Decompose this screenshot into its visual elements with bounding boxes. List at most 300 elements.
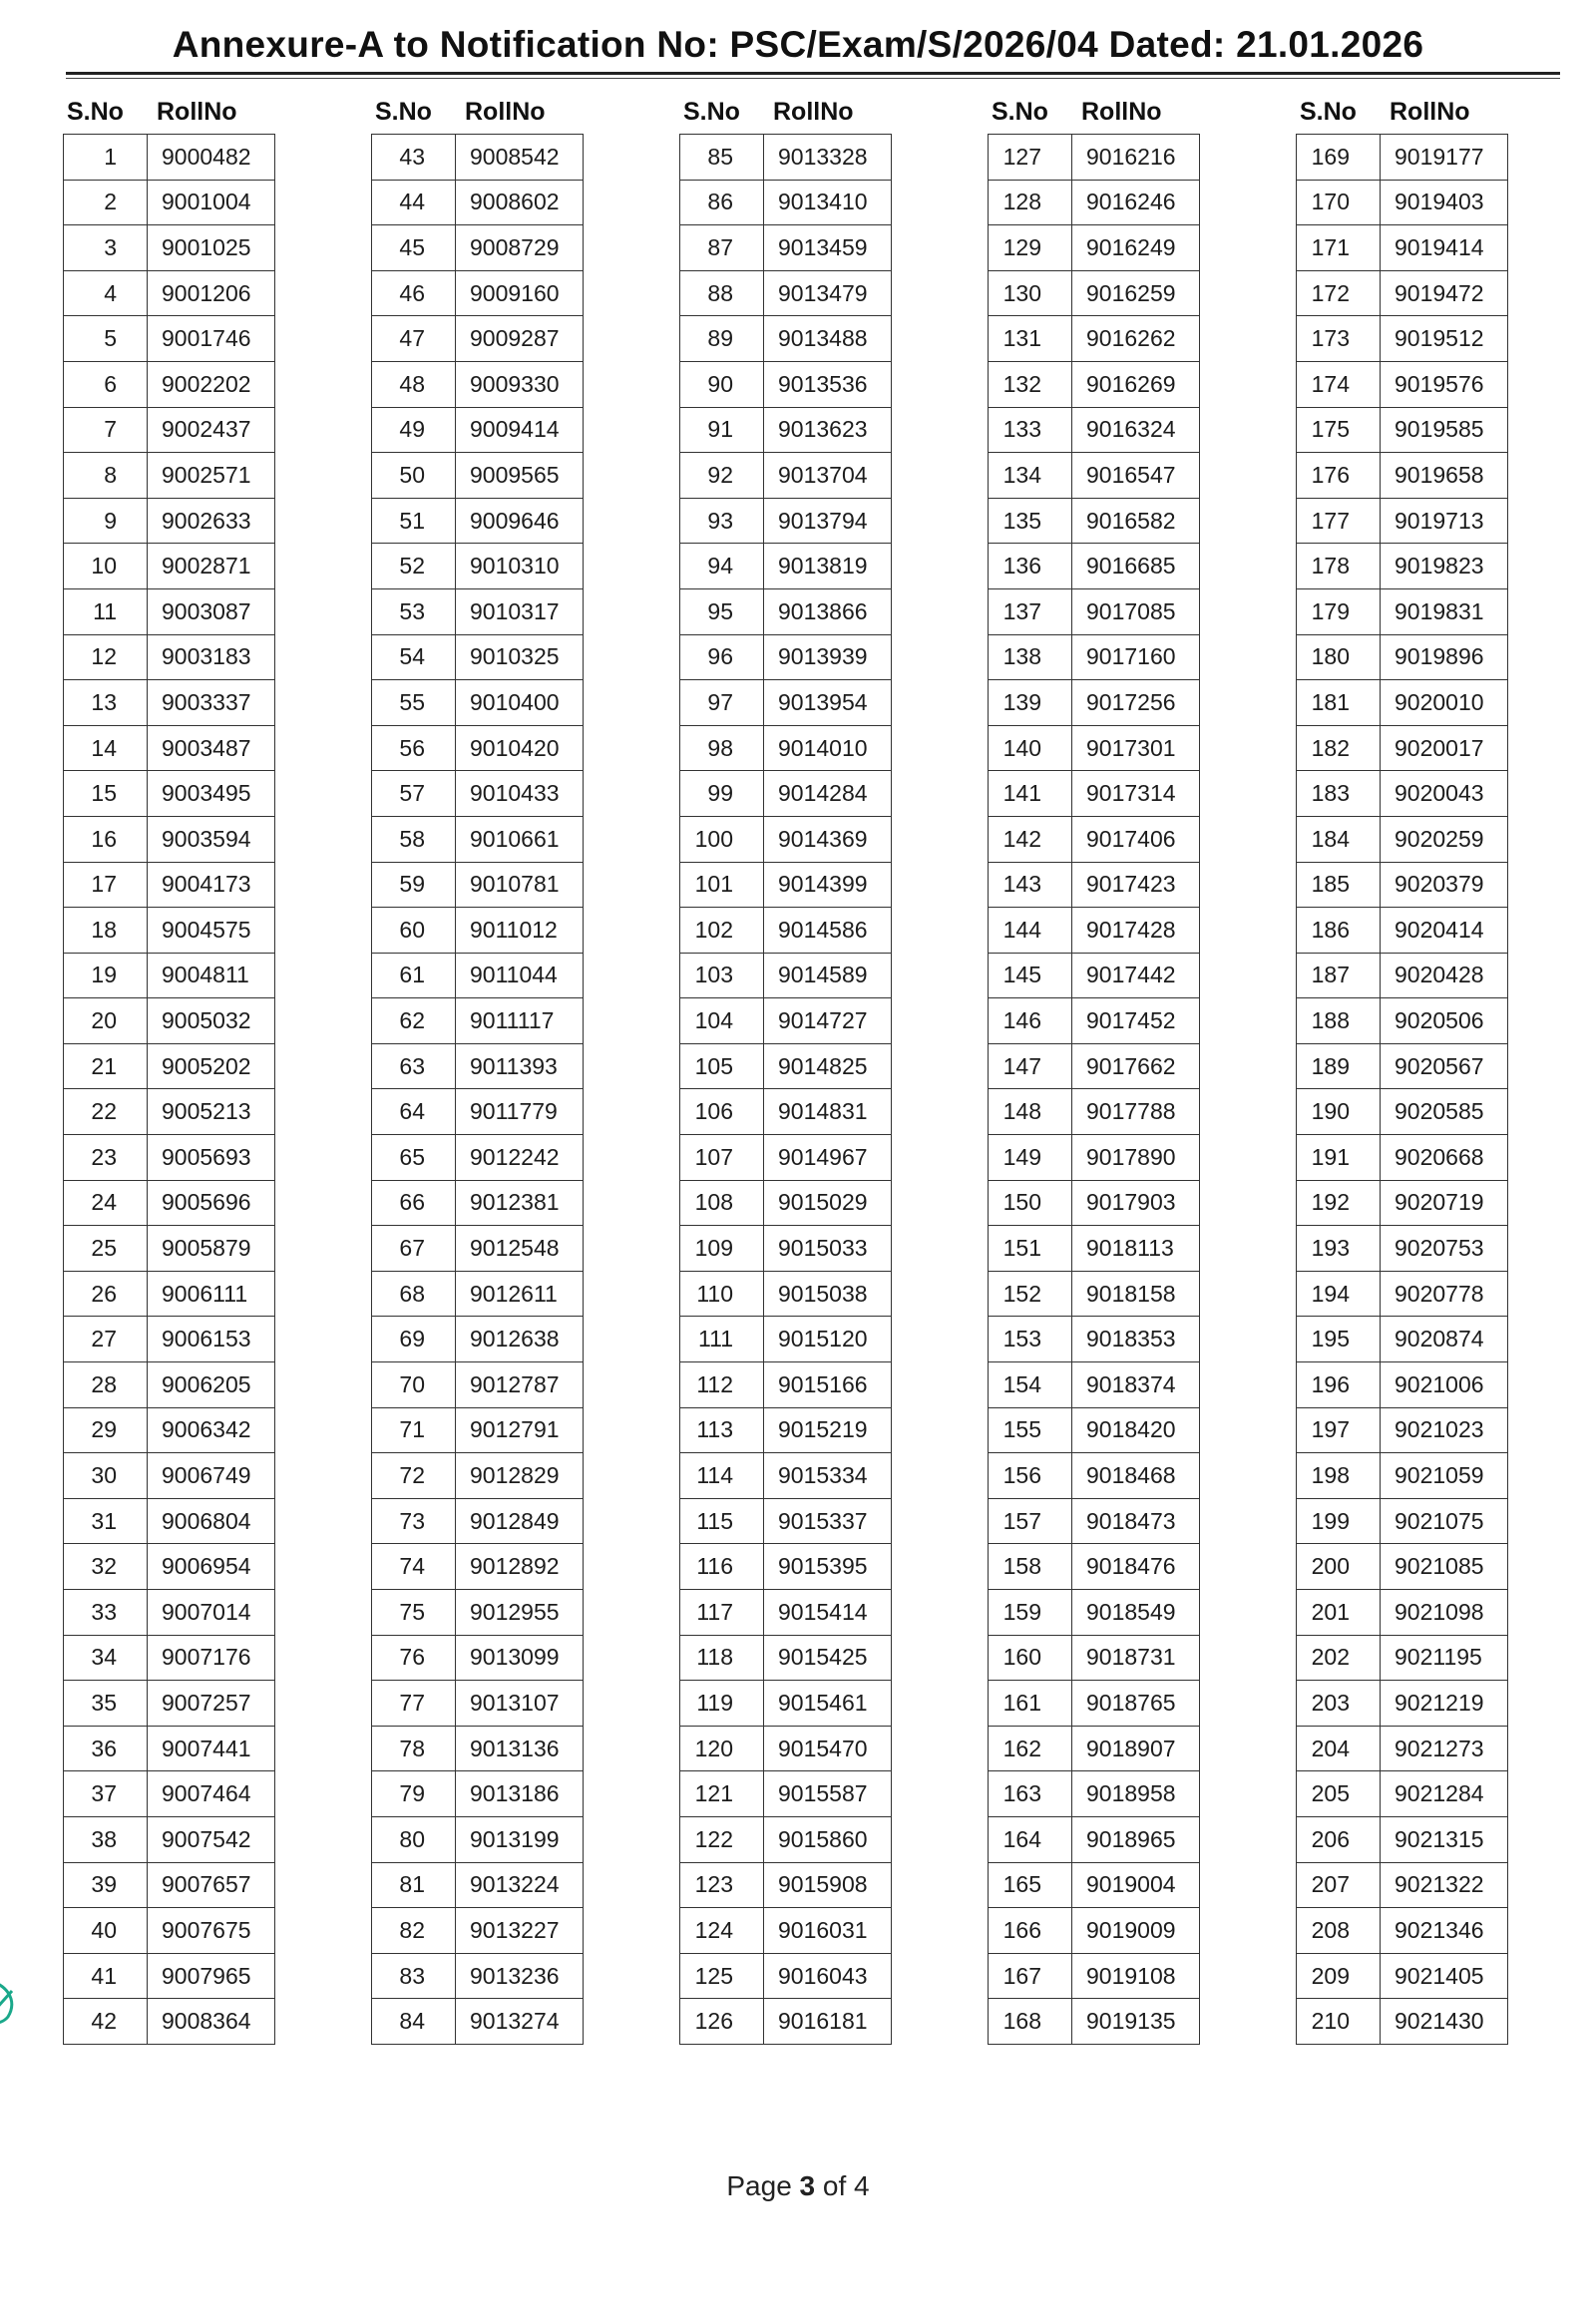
table-row <box>680 862 892 908</box>
rollno-cell: 9002437 <box>148 407 275 453</box>
sno-cell: 103 <box>680 953 764 998</box>
rollno-cell: 9019177 <box>1381 135 1508 181</box>
table-row <box>680 180 892 225</box>
table-row <box>1297 998 1508 1044</box>
table-row <box>680 953 892 998</box>
table-row <box>1297 1590 1508 1636</box>
sno-cell: 12 <box>64 634 148 680</box>
sno-cell: 76 <box>372 1635 456 1681</box>
sno-cell: 123 <box>680 1862 764 1908</box>
table-row <box>989 1999 1200 2045</box>
sno-cell: 107 <box>680 1135 764 1181</box>
rollno-cell: 9013939 <box>764 634 892 680</box>
sno-cell: 210 <box>1297 1999 1381 2045</box>
table-row <box>989 1953 1200 1999</box>
sno-cell: 141 <box>989 771 1072 817</box>
table-row <box>372 1089 584 1135</box>
rollno-cell: 9008542 <box>456 135 584 181</box>
roll-table <box>679 134 892 2045</box>
rollno-cell: 9015038 <box>764 1271 892 1317</box>
table-row <box>372 588 584 634</box>
table-row <box>989 1453 1200 1499</box>
table-row <box>1297 180 1508 225</box>
roll-table <box>371 134 584 2045</box>
sno-cell: 122 <box>680 1816 764 1862</box>
rollno-cell: 9010420 <box>456 725 584 771</box>
rollno-cell: 9001746 <box>148 316 275 362</box>
sno-cell: 62 <box>372 998 456 1044</box>
sno-cell: 19 <box>64 953 148 998</box>
sno-cell: 171 <box>1297 225 1381 271</box>
rollno-cell: 9016043 <box>764 1953 892 1999</box>
rollno-cell: 9020259 <box>1381 816 1508 862</box>
table-row <box>989 953 1200 998</box>
table-row <box>680 1317 892 1362</box>
table-row <box>680 135 892 181</box>
table-row <box>64 680 275 726</box>
table-row <box>1297 1726 1508 1771</box>
sno-cell: 205 <box>1297 1771 1381 1817</box>
table-row <box>1297 1135 1508 1181</box>
rollno-cell: 9016324 <box>1072 407 1200 453</box>
table-row <box>1297 1407 1508 1453</box>
sno-cell: 165 <box>989 1862 1072 1908</box>
rollno-cell: 9016181 <box>764 1999 892 2045</box>
sno-cell: 156 <box>989 1453 1072 1499</box>
rollno-cell: 9018468 <box>1072 1453 1200 1499</box>
sno-cell: 119 <box>680 1681 764 1727</box>
sno-cell: 43 <box>372 135 456 181</box>
rollno-cell: 9015033 <box>764 1226 892 1272</box>
table-row <box>680 908 892 954</box>
table-row <box>64 453 275 499</box>
table-row <box>64 998 275 1044</box>
sno-cell: 106 <box>680 1089 764 1135</box>
rollno-cell: 9005693 <box>148 1135 275 1181</box>
table-row <box>1297 361 1508 407</box>
table-row <box>372 1498 584 1544</box>
sno-header: S.No <box>1300 98 1357 126</box>
sno-cell: 132 <box>989 361 1072 407</box>
rollno-cell: 9018420 <box>1072 1407 1200 1453</box>
table-row <box>680 1726 892 1771</box>
rollno-cell: 9021085 <box>1381 1544 1508 1590</box>
sno-cell: 186 <box>1297 908 1381 954</box>
rollno-cell: 9012242 <box>456 1135 584 1181</box>
table-row <box>1297 1362 1508 1408</box>
sno-cell: 151 <box>989 1226 1072 1272</box>
sno-cell: 38 <box>64 1816 148 1862</box>
table-row <box>989 816 1200 862</box>
sno-cell: 1 <box>64 135 148 181</box>
sno-cell: 207 <box>1297 1862 1381 1908</box>
table-row <box>680 1498 892 1544</box>
footer-prefix: Page <box>726 2170 800 2201</box>
rollno-cell: 9021315 <box>1381 1816 1508 1862</box>
sno-cell: 196 <box>1297 1362 1381 1408</box>
rollno-cell: 9015461 <box>764 1681 892 1727</box>
roll-column-4 <box>988 96 1200 2045</box>
roll-column-5 <box>1296 96 1508 2045</box>
sno-cell: 15 <box>64 771 148 817</box>
sno-cell: 80 <box>372 1816 456 1862</box>
sno-cell: 134 <box>989 453 1072 499</box>
sno-cell: 104 <box>680 998 764 1044</box>
table-row <box>372 1816 584 1862</box>
table-row <box>64 816 275 862</box>
table-row <box>1297 1043 1508 1089</box>
rollno-cell: 9011393 <box>456 1043 584 1089</box>
rollno-cell: 9011044 <box>456 953 584 998</box>
table-row <box>680 1544 892 1590</box>
rollno-cell: 9017428 <box>1072 908 1200 954</box>
rollno-cell: 9013186 <box>456 1771 584 1817</box>
rollno-cell: 9021322 <box>1381 1862 1508 1908</box>
sno-cell: 69 <box>372 1317 456 1362</box>
sno-cell: 108 <box>680 1180 764 1226</box>
rollno-cell: 9016246 <box>1072 180 1200 225</box>
table-row <box>989 680 1200 726</box>
table-row <box>64 1953 275 1999</box>
table-row <box>1297 1544 1508 1590</box>
sno-cell: 169 <box>1297 135 1381 181</box>
rollno-cell: 9007441 <box>148 1726 275 1771</box>
table-row <box>1297 225 1508 271</box>
rollno-cell: 9021346 <box>1381 1908 1508 1954</box>
sno-cell: 101 <box>680 862 764 908</box>
table-row <box>64 1498 275 1544</box>
sno-cell: 125 <box>680 1953 764 1999</box>
rollno-cell: 9018731 <box>1072 1635 1200 1681</box>
sno-cell: 25 <box>64 1226 148 1272</box>
sno-cell: 112 <box>680 1362 764 1408</box>
sno-cell: 143 <box>989 862 1072 908</box>
table-row <box>372 1043 584 1089</box>
table-row <box>1297 862 1508 908</box>
sno-cell: 68 <box>372 1271 456 1317</box>
table-row <box>989 544 1200 589</box>
rollno-cell: 9013136 <box>456 1726 584 1771</box>
table-row <box>64 1453 275 1499</box>
sno-cell: 10 <box>64 544 148 589</box>
table-row <box>680 1816 892 1862</box>
column-header <box>1296 96 1508 132</box>
sno-cell: 181 <box>1297 680 1381 726</box>
table-row <box>64 1908 275 1954</box>
rollno-cell: 9018549 <box>1072 1590 1200 1636</box>
sno-cell: 167 <box>989 1953 1072 1999</box>
table-row <box>64 361 275 407</box>
rollno-cell: 9010325 <box>456 634 584 680</box>
table-row <box>64 544 275 589</box>
table-row <box>1297 1271 1508 1317</box>
rollno-cell: 9006804 <box>148 1498 275 1544</box>
rollno-cell: 9010781 <box>456 862 584 908</box>
roll-column-3 <box>679 96 892 2045</box>
sno-cell: 33 <box>64 1590 148 1636</box>
table-row <box>1297 588 1508 634</box>
sno-cell: 44 <box>372 180 456 225</box>
sno-cell: 201 <box>1297 1590 1381 1636</box>
rollno-cell: 9017890 <box>1072 1135 1200 1181</box>
table-row <box>989 1862 1200 1908</box>
rollno-cell: 9016582 <box>1072 498 1200 544</box>
sno-cell: 208 <box>1297 1908 1381 1954</box>
table-row <box>989 135 1200 181</box>
rollno-cell: 9013107 <box>456 1681 584 1727</box>
table-row <box>1297 407 1508 453</box>
rollno-cell: 9012829 <box>456 1453 584 1499</box>
sno-cell: 92 <box>680 453 764 499</box>
table-row <box>372 1635 584 1681</box>
table-row <box>1297 1862 1508 1908</box>
table-row <box>64 908 275 954</box>
sno-header: S.No <box>375 98 432 126</box>
table-row <box>372 316 584 362</box>
rollno-cell: 9020567 <box>1381 1043 1508 1089</box>
rollno-cell: 9015425 <box>764 1635 892 1681</box>
rollno-cell: 9020719 <box>1381 1180 1508 1226</box>
sno-cell: 188 <box>1297 998 1381 1044</box>
rollno-cell: 9013328 <box>764 135 892 181</box>
rollno-cell: 9007657 <box>148 1862 275 1908</box>
rollno-cell: 9002871 <box>148 544 275 589</box>
table-row <box>989 862 1200 908</box>
table-row <box>64 135 275 181</box>
table-row <box>64 180 275 225</box>
sno-cell: 142 <box>989 816 1072 862</box>
sno-cell: 47 <box>372 316 456 362</box>
table-row <box>372 270 584 316</box>
rollno-cell: 9020778 <box>1381 1271 1508 1317</box>
sno-cell: 52 <box>372 544 456 589</box>
sno-cell: 26 <box>64 1271 148 1317</box>
rollno-cell: 9011117 <box>456 998 584 1044</box>
rollno-cell: 9011012 <box>456 908 584 954</box>
table-row <box>372 453 584 499</box>
rollno-cell: 9005202 <box>148 1043 275 1089</box>
rollno-cell: 9019472 <box>1381 270 1508 316</box>
sno-cell: 166 <box>989 1908 1072 1954</box>
table-row <box>372 1317 584 1362</box>
handwritten-check-icon <box>0 1975 26 2027</box>
sno-cell: 133 <box>989 407 1072 453</box>
sno-cell: 16 <box>64 816 148 862</box>
page-title: Annexure-A to Notification No: PSC/Exam/S/2026/04 Dated: 21.01.2026 <box>172 24 1424 65</box>
table-row <box>372 908 584 954</box>
rollno-cell: 9014727 <box>764 998 892 1044</box>
rollno-cell: 9021219 <box>1381 1681 1508 1727</box>
sno-cell: 17 <box>64 862 148 908</box>
table-row <box>372 998 584 1044</box>
sno-cell: 54 <box>372 634 456 680</box>
rollno-header: RollNo <box>1081 98 1162 126</box>
sno-cell: 21 <box>64 1043 148 1089</box>
table-row <box>989 1771 1200 1817</box>
rollno-cell: 9003337 <box>148 680 275 726</box>
table-row <box>989 588 1200 634</box>
sno-cell: 187 <box>1297 953 1381 998</box>
rollno-cell: 9006749 <box>148 1453 275 1499</box>
sno-cell: 74 <box>372 1544 456 1590</box>
rollno-cell: 9017903 <box>1072 1180 1200 1226</box>
sno-cell: 66 <box>372 1180 456 1226</box>
sno-cell: 41 <box>64 1953 148 1999</box>
sno-cell: 27 <box>64 1317 148 1362</box>
table-row <box>989 1498 1200 1544</box>
table-row <box>680 1407 892 1453</box>
table-row <box>372 1135 584 1181</box>
rollno-cell: 9009287 <box>456 316 584 362</box>
page-footer <box>0 2170 1596 2202</box>
table-row <box>1297 816 1508 862</box>
table-row <box>64 270 275 316</box>
sno-cell: 64 <box>372 1089 456 1135</box>
rollno-cell: 9014010 <box>764 725 892 771</box>
rollno-cell: 9019713 <box>1381 498 1508 544</box>
rollno-cell: 9016216 <box>1072 135 1200 181</box>
table-row <box>680 1226 892 1272</box>
table-row <box>680 1362 892 1408</box>
rollno-cell: 9013274 <box>456 1999 584 2045</box>
rollno-cell: 9018374 <box>1072 1362 1200 1408</box>
sno-cell: 110 <box>680 1271 764 1317</box>
rollno-cell: 9020010 <box>1381 680 1508 726</box>
sno-cell: 121 <box>680 1771 764 1817</box>
sno-cell: 51 <box>372 498 456 544</box>
sno-cell: 168 <box>989 1999 1072 2045</box>
sno-cell: 192 <box>1297 1180 1381 1226</box>
column-header <box>371 96 584 132</box>
rollno-cell: 9021075 <box>1381 1498 1508 1544</box>
sno-cell: 129 <box>989 225 1072 271</box>
rollno-cell: 9020753 <box>1381 1226 1508 1272</box>
column-header <box>988 96 1200 132</box>
sno-cell: 3 <box>64 225 148 271</box>
rollno-cell: 9012787 <box>456 1362 584 1408</box>
table-row <box>64 1226 275 1272</box>
rollno-cell: 9020585 <box>1381 1089 1508 1135</box>
rollno-cell: 9020506 <box>1381 998 1508 1044</box>
rollno-cell: 9006153 <box>148 1317 275 1362</box>
table-row <box>680 1635 892 1681</box>
sno-cell: 105 <box>680 1043 764 1089</box>
rollno-cell: 9013623 <box>764 407 892 453</box>
sno-cell: 99 <box>680 771 764 817</box>
rollno-cell: 9012638 <box>456 1317 584 1362</box>
sno-cell: 177 <box>1297 498 1381 544</box>
table-row <box>989 1681 1200 1727</box>
rollno-cell: 9021023 <box>1381 1407 1508 1453</box>
rollno-cell: 9018958 <box>1072 1771 1200 1817</box>
sno-cell: 178 <box>1297 544 1381 589</box>
rollno-cell: 9014589 <box>764 953 892 998</box>
roll-table <box>1296 134 1508 2045</box>
sno-cell: 174 <box>1297 361 1381 407</box>
sno-cell: 50 <box>372 453 456 499</box>
rollno-cell: 9014284 <box>764 771 892 817</box>
rollno-cell: 9020428 <box>1381 953 1508 998</box>
rollno-cell: 9005879 <box>148 1226 275 1272</box>
table-row <box>989 634 1200 680</box>
rollno-cell: 9003495 <box>148 771 275 817</box>
table-row <box>372 544 584 589</box>
sno-cell: 163 <box>989 1771 1072 1817</box>
rollno-cell: 9015120 <box>764 1317 892 1362</box>
roll-column-2 <box>371 96 584 2045</box>
rollno-cell: 9013199 <box>456 1816 584 1862</box>
table-row <box>680 1271 892 1317</box>
table-row <box>989 1635 1200 1681</box>
table-row <box>372 1590 584 1636</box>
sno-cell: 5 <box>64 316 148 362</box>
rollno-cell: 9018965 <box>1072 1816 1200 1862</box>
rollno-cell: 9006954 <box>148 1544 275 1590</box>
sno-cell: 200 <box>1297 1544 1381 1590</box>
rollno-cell: 9015414 <box>764 1590 892 1636</box>
rollno-cell: 9013819 <box>764 544 892 589</box>
table-row <box>680 270 892 316</box>
sno-cell: 28 <box>64 1362 148 1408</box>
sno-cell: 202 <box>1297 1635 1381 1681</box>
table-row <box>989 1726 1200 1771</box>
table-row <box>680 588 892 634</box>
table-row <box>1297 1180 1508 1226</box>
table-row <box>372 1681 584 1727</box>
rollno-cell: 9000482 <box>148 135 275 181</box>
rollno-cell: 9014586 <box>764 908 892 954</box>
rollno-cell: 9018353 <box>1072 1317 1200 1362</box>
table-row <box>1297 1498 1508 1544</box>
table-row <box>372 1226 584 1272</box>
sno-cell: 81 <box>372 1862 456 1908</box>
rollno-cell: 9015029 <box>764 1180 892 1226</box>
sno-cell: 131 <box>989 316 1072 362</box>
rollno-cell: 9004173 <box>148 862 275 908</box>
sno-cell: 152 <box>989 1271 1072 1317</box>
rollno-cell: 9005696 <box>148 1180 275 1226</box>
table-row <box>680 1590 892 1636</box>
table-row <box>372 1362 584 1408</box>
rollno-cell: 9003594 <box>148 816 275 862</box>
sno-cell: 59 <box>372 862 456 908</box>
rollno-cell: 9013479 <box>764 270 892 316</box>
sno-cell: 58 <box>372 816 456 862</box>
table-row <box>989 1043 1200 1089</box>
rollno-cell: 9014831 <box>764 1089 892 1135</box>
sno-cell: 193 <box>1297 1226 1381 1272</box>
rollno-cell: 9021405 <box>1381 1953 1508 1999</box>
rollno-cell: 9009646 <box>456 498 584 544</box>
sno-cell: 61 <box>372 953 456 998</box>
table-row <box>989 1226 1200 1272</box>
sno-cell: 93 <box>680 498 764 544</box>
rollno-cell: 9013866 <box>764 588 892 634</box>
rollno-cell: 9007542 <box>148 1816 275 1862</box>
table-row <box>372 680 584 726</box>
roll-table <box>988 134 1200 2045</box>
sno-cell: 137 <box>989 588 1072 634</box>
rollno-cell: 9012381 <box>456 1180 584 1226</box>
rollno-cell: 9013794 <box>764 498 892 544</box>
sno-cell: 175 <box>1297 407 1381 453</box>
sno-cell: 147 <box>989 1043 1072 1089</box>
rollno-cell: 9002571 <box>148 453 275 499</box>
sno-cell: 182 <box>1297 725 1381 771</box>
sno-cell: 179 <box>1297 588 1381 634</box>
table-row <box>64 1726 275 1771</box>
table-row <box>64 1590 275 1636</box>
